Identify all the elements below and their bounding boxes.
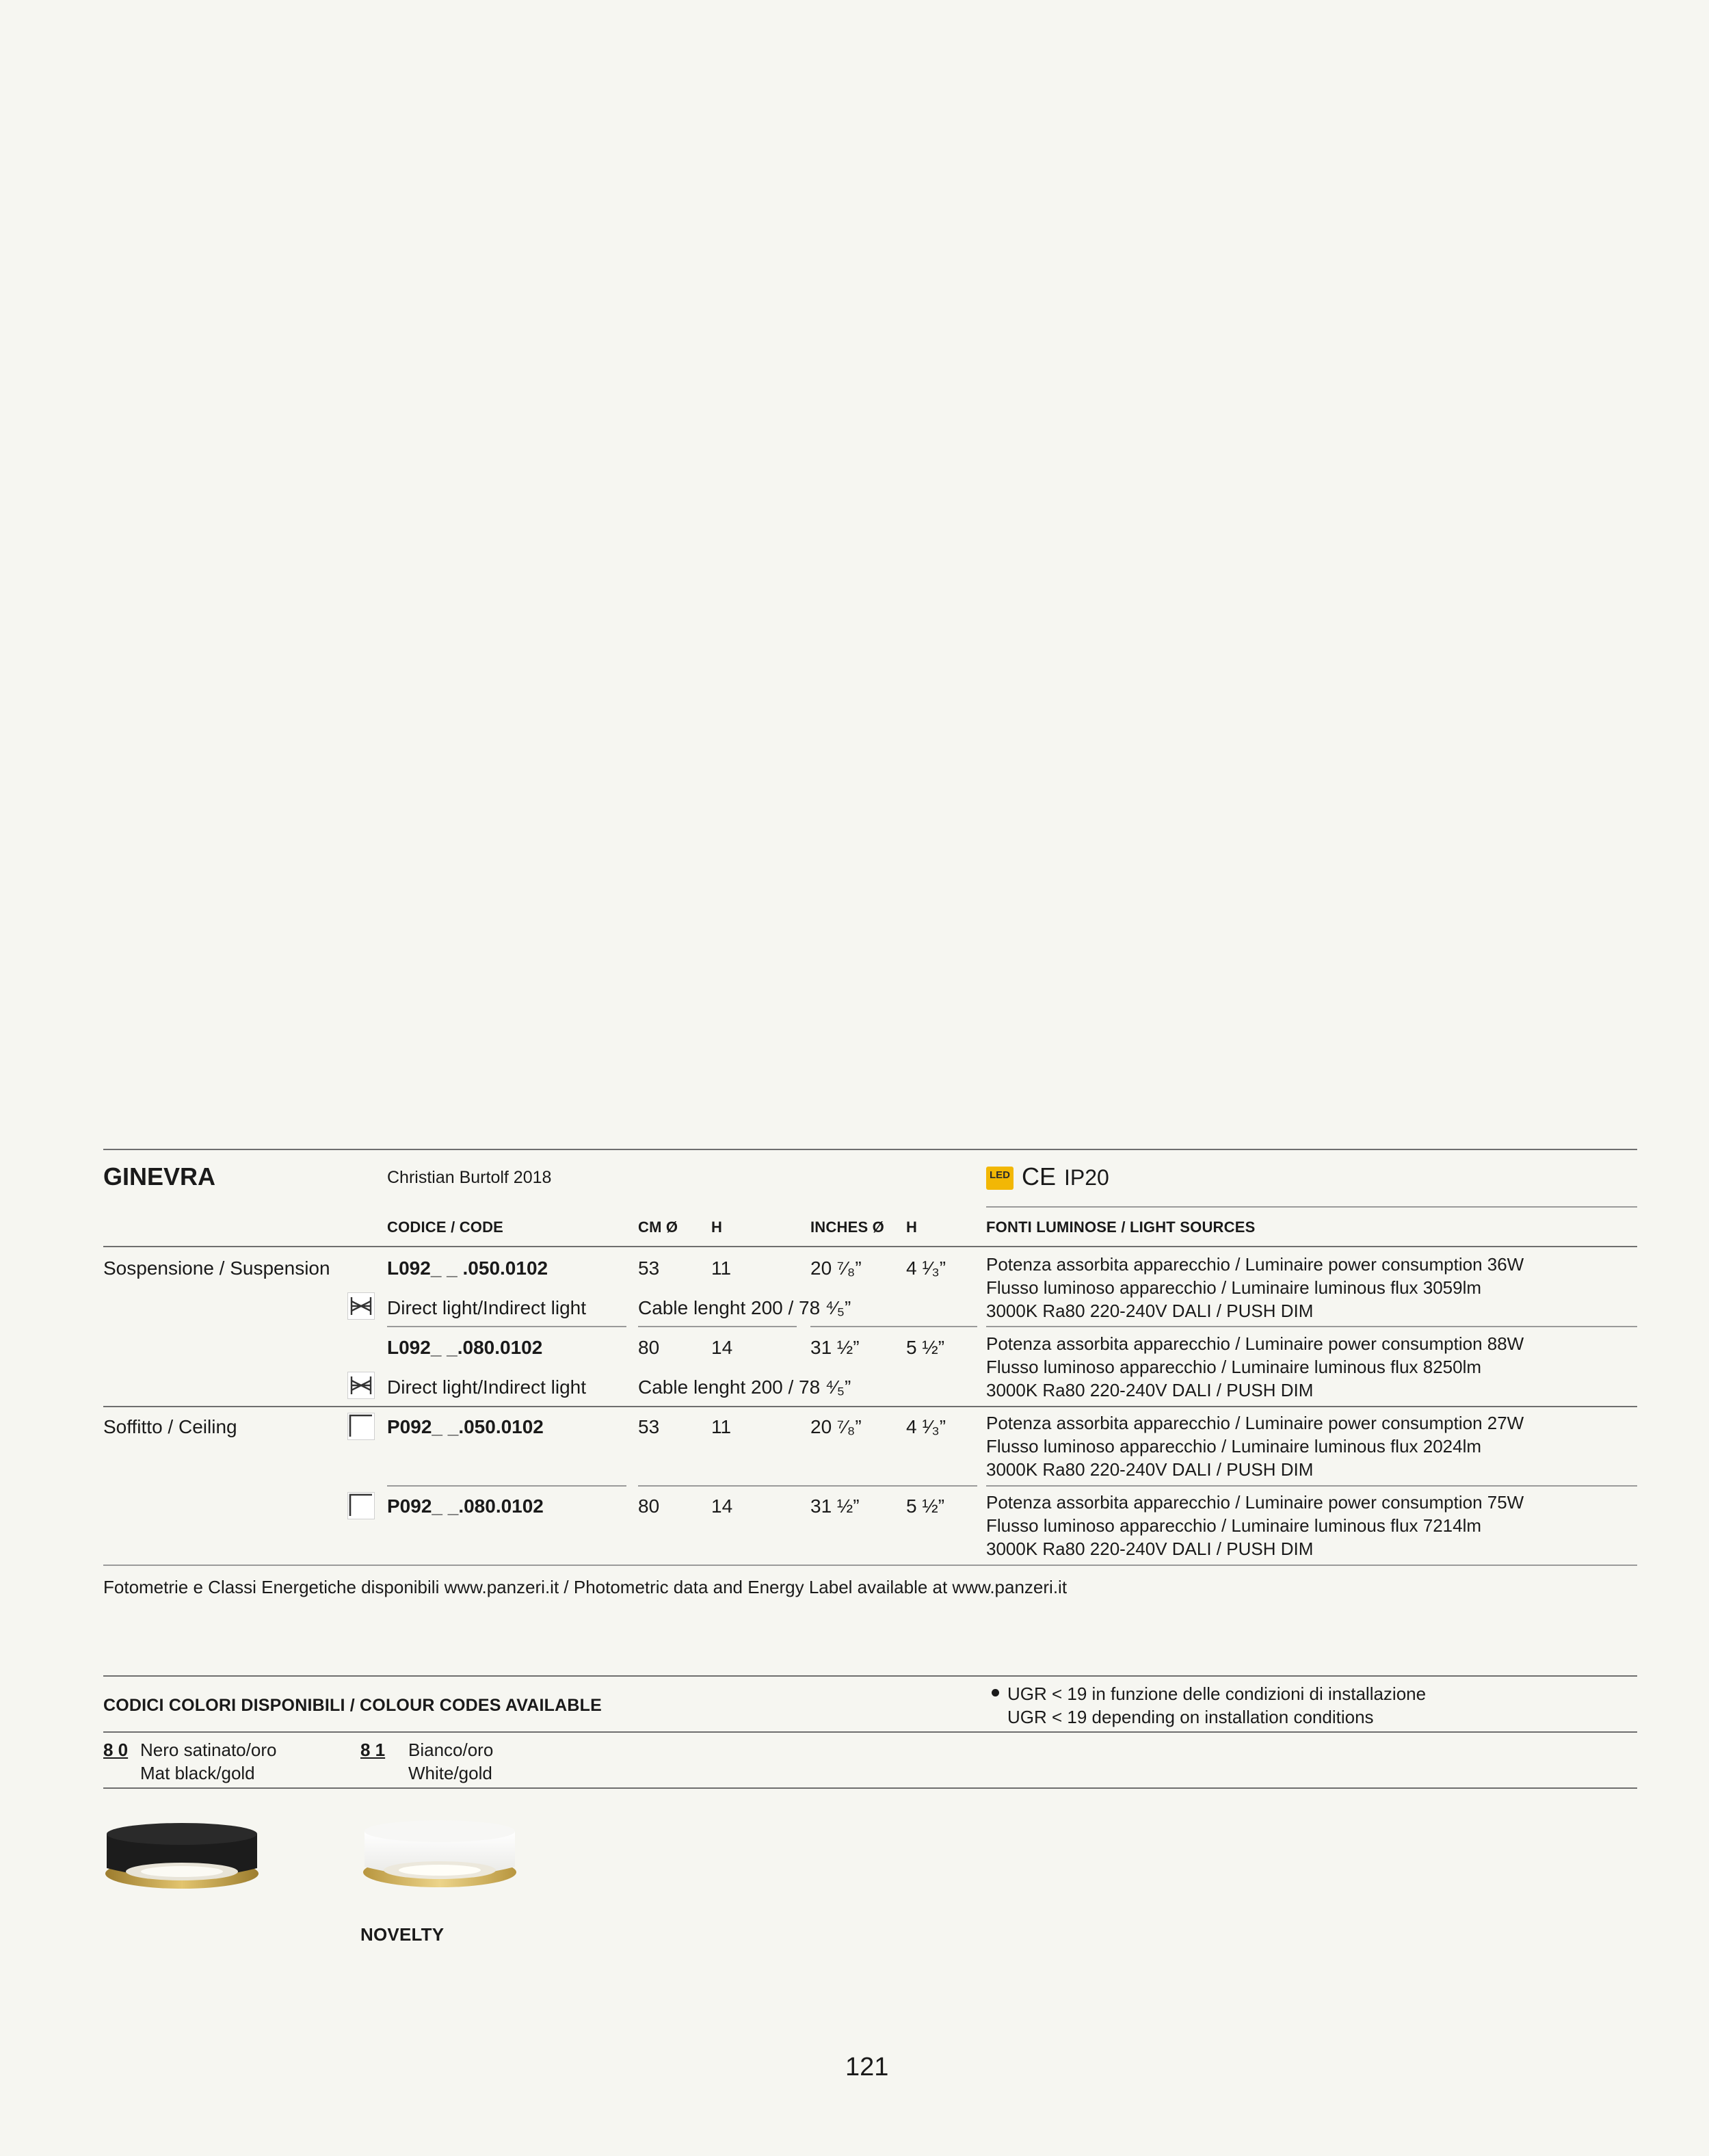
colour-bottom-rule [103, 1787, 1637, 1789]
row-source-line: Flusso luminoso apparecchio / Luminaire luminous flux 7214lm [986, 1515, 1482, 1536]
header-inches-diameter: INCHES Ø [810, 1219, 884, 1236]
ugr-note-en: UGR < 19 depending on installation conditions [1007, 1707, 1374, 1727]
row-rule [638, 1326, 797, 1327]
product-title: GINEVRA [103, 1162, 216, 1190]
lamp-black-gold-image [103, 1819, 261, 1891]
row-rule [986, 1485, 1637, 1487]
designer-credit: Christian Burtolf 2018 [387, 1168, 552, 1187]
header-height-inches: H [906, 1219, 918, 1236]
row-code: P092_ _.080.0102 [387, 1495, 544, 1517]
row-rule [387, 1326, 626, 1327]
row-h: 11 [711, 1416, 732, 1437]
row-source-line: Flusso luminoso apparecchio / Luminaire luminous flux 2024lm [986, 1436, 1482, 1456]
table-bottom-rule [103, 1565, 1637, 1566]
row-cm: 80 [638, 1337, 660, 1358]
row-source-line: 3000K Ra80 220-240V DALI / PUSH DIM [986, 1380, 1314, 1400]
top-rule [103, 1149, 1637, 1150]
row-code: L092_ _.080.0102 [387, 1337, 543, 1358]
cert-rule [986, 1206, 1637, 1208]
row-h: 14 [711, 1495, 733, 1517]
row-source-line: Flusso luminoso apparecchio / Luminaire luminous flux 8250lm [986, 1357, 1482, 1377]
direct-indirect-light-icon [347, 1292, 375, 1320]
row-source-line: Flusso luminoso apparecchio / Luminaire luminous flux 3059lm [986, 1277, 1482, 1298]
colour-header-rule [103, 1731, 1637, 1733]
novelty-label: NOVELTY [360, 1924, 445, 1945]
row-source-line: Potenza assorbita apparecchio / Luminaire power consumption 36W [986, 1254, 1524, 1275]
ceiling-mount-icon [347, 1413, 375, 1440]
led-icon: LED [986, 1167, 1014, 1190]
row-h: 11 [711, 1257, 732, 1279]
bullet-icon [992, 1689, 999, 1696]
row-cable: Cable lenght 200 / 78 ⁴⁄₅” [638, 1297, 851, 1318]
colour-name-en: White/gold [408, 1763, 492, 1783]
row-light-type: Direct light/Indirect light [387, 1376, 587, 1398]
colour-name-en: Mat black/gold [140, 1763, 255, 1783]
row-source-line: 3000K Ra80 220-240V DALI / PUSH DIM [986, 1301, 1314, 1321]
colour-code: 8 1 [360, 1740, 386, 1760]
direct-indirect-light-icon [347, 1372, 375, 1399]
ceiling-mount-icon [347, 1492, 375, 1519]
row-source-line: 3000K Ra80 220-240V DALI / PUSH DIM [986, 1459, 1314, 1480]
row-h-inches: 4 ¹⁄₃” [906, 1416, 946, 1437]
header-rule [103, 1246, 1637, 1247]
lamp-white-gold-image [360, 1815, 519, 1889]
colour-top-rule [103, 1675, 1637, 1677]
row-h-inches: 5 ½” [906, 1495, 945, 1517]
row-inches: 20 ⁷⁄₈” [810, 1257, 862, 1279]
row-h-inches: 4 ¹⁄₃” [906, 1257, 946, 1279]
row-source-line: Potenza assorbita apparecchio / Luminaire power consumption 27W [986, 1413, 1524, 1433]
group-rule [103, 1406, 1637, 1407]
row-inches: 31 ½” [810, 1495, 860, 1517]
row-rule [387, 1485, 626, 1487]
row-h: 14 [711, 1337, 733, 1358]
row-rule [810, 1326, 977, 1327]
header-height-cm: H [711, 1219, 723, 1236]
header-code: CODICE / CODE [387, 1219, 504, 1236]
row-source-line: Potenza assorbita apparecchio / Luminaire power consumption 88W [986, 1333, 1524, 1354]
row-inches: 20 ⁷⁄₈” [810, 1416, 862, 1437]
row-rule [986, 1326, 1637, 1327]
header-light-sources: FONTI LUMINOSE / LIGHT SOURCES [986, 1219, 1256, 1236]
row-cm: 53 [638, 1257, 660, 1279]
header-cm-diameter: CM Ø [638, 1219, 678, 1236]
row-source-line: 3000K Ra80 220-240V DALI / PUSH DIM [986, 1539, 1314, 1559]
photometric-footnote: Fotometrie e Classi Energetiche disponibili www.panzeri.it / Photometric data and Energy Label available at www.panzeri.it [103, 1577, 1068, 1597]
row-cm: 80 [638, 1495, 660, 1517]
group-label-ceiling: Soffitto / Ceiling [103, 1416, 237, 1437]
ip-rating: IP20 [1064, 1165, 1109, 1190]
row-h-inches: 5 ½” [906, 1337, 945, 1358]
colour-name-it: Bianco/oro [408, 1740, 494, 1760]
row-cm: 53 [638, 1416, 660, 1437]
row-rule [638, 1485, 977, 1487]
page-number: 121 [845, 2053, 889, 2081]
colour-name-it: Nero satinato/oro [140, 1740, 277, 1760]
row-source-line: Potenza assorbita apparecchio / Luminaire power consumption 75W [986, 1492, 1524, 1513]
row-light-type: Direct light/Indirect light [387, 1297, 587, 1318]
colour-code: 8 0 [103, 1740, 129, 1760]
row-inches: 31 ½” [810, 1337, 860, 1358]
row-code: P092_ _.050.0102 [387, 1416, 544, 1437]
row-cable: Cable lenght 200 / 78 ⁴⁄₅” [638, 1376, 851, 1398]
ce-mark-icon: CE [1022, 1162, 1057, 1190]
row-code: L092_ _ .050.0102 [387, 1257, 548, 1279]
group-label-suspension: Sospensione / Suspension [103, 1257, 330, 1279]
ugr-note-it: UGR < 19 in funzione delle condizioni di installazione [1007, 1683, 1427, 1704]
colour-codes-heading: CODICI COLORI DISPONIBILI / COLOUR CODES AVAILABLE [103, 1696, 602, 1715]
